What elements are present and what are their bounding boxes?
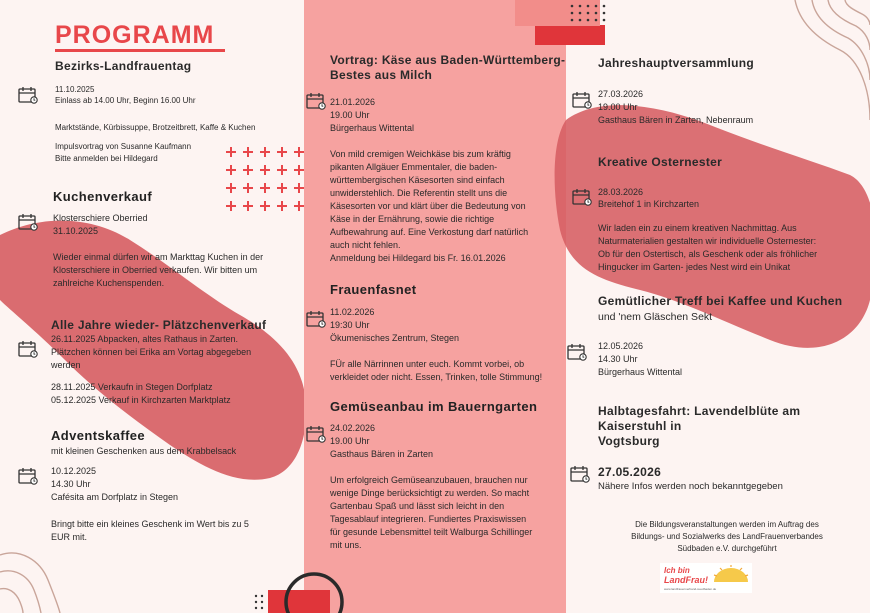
- event-place: Gasthaus Bären in Zarten: [330, 449, 434, 459]
- footer-line: Südbaden e.V. durchgeführt: [677, 544, 777, 553]
- event-place: Ökumenisches Zentrum, Stegen: [330, 333, 460, 343]
- event-heading: Gemüseanbau im Bauerngarten: [330, 399, 538, 414]
- event-desc: 26.11.2025 Abpacken, altes Rathaus in Zarten.: [51, 334, 238, 344]
- topo-lines-top: [795, 0, 870, 120]
- event-desc: württembergischen Käsesorten sind einfach: [330, 175, 505, 185]
- event-time: 19:30 Uhr: [330, 320, 370, 330]
- event-time: 14.30 Uhr: [51, 479, 91, 489]
- event-heading: Halbtagesfahrt: Lavendelblüte am: [598, 404, 801, 418]
- page-title: PROGRAMM: [55, 21, 215, 49]
- calendar-icon: [567, 343, 587, 361]
- event-date: 12.05.2026: [598, 341, 644, 351]
- event-desc: Nähere Infos werden noch bekanntgegeben: [598, 481, 783, 492]
- event-place: Klosterschiere Oberried: [53, 213, 148, 223]
- event-desc: wenige Dinge berücksichtigt zu werden. So macht: [330, 488, 530, 498]
- calendar-icon: [18, 467, 38, 485]
- calendar-icon: [570, 465, 590, 483]
- event-time: 19.00 Uhr: [330, 436, 370, 446]
- sun-logo-icon: [712, 565, 750, 583]
- event-desc: 05.12.2025 Verkauf in Kirchzarten Marktplatz: [51, 395, 231, 405]
- event-desc: Wieder einmal dürfen wir am Markttag Kuchen in der: [53, 252, 264, 262]
- event-place: Bürgerhaus Wittental: [330, 123, 415, 133]
- event-desc: Tagesablauf integrieren. Fundiertes Praxiswissen: [330, 514, 527, 524]
- event-desc: EUR mit.: [51, 532, 87, 542]
- event-desc: Gartenbau Spaß und lässt sich leicht in den: [330, 501, 505, 511]
- event-heading: Kuchenverkauf: [53, 189, 153, 204]
- event-desc: 28.11.2025 Verkaufn in Stegen Dorfplatz: [51, 382, 213, 392]
- logo-url: www.landfrauenverband-suedbaden.de: [664, 587, 717, 591]
- footer-note: [592, 519, 862, 555]
- calendar-icon: [18, 213, 38, 231]
- calendar-icon: [306, 425, 326, 443]
- event-desc: Impulsvortrag von Susanne Kaufmann: [55, 142, 192, 151]
- event-desc: Wir laden ein zu einem kreativen Nachmittag. Aus: [598, 223, 797, 233]
- event-heading: Bezirks-Landfrauentag: [55, 59, 192, 73]
- event-desc: Bitte anmelden bei Hildegard: [55, 154, 158, 163]
- event-date: 24.02.2026: [330, 423, 376, 433]
- event-time: 19.00 Uhr: [330, 110, 370, 120]
- logo-line: Ich bin: [664, 566, 690, 575]
- event-desc: FÜr alle Närrinnen unter euch. Kommt vorbei, ob: [330, 359, 525, 369]
- event-date: 27.03.2026: [598, 89, 644, 99]
- event-time: 19.00 Uhr: [598, 102, 638, 112]
- event-place: Cafésita am Dorfplatz in Stegen: [51, 492, 179, 502]
- event-desc: unwiderstehlich. Die Referentin stellt uns die: [330, 188, 508, 198]
- event-desc: Hingucker im Garten- jedes Nest wird ein Unikat: [598, 262, 791, 272]
- event-heading: Bestes aus Milch: [330, 68, 433, 82]
- event-desc: Ob für den Ostertisch, als Geschenk oder als fröhlicher: [598, 249, 818, 259]
- calendar-icon: [572, 188, 592, 206]
- event-heading: Frauenfasnet: [330, 282, 417, 297]
- calendar-icon: [306, 92, 326, 110]
- calendar-icon: [572, 91, 592, 109]
- event-desc: Plätzchen können bei Erika am Vortag abgegeben: [51, 347, 252, 357]
- event-date: 10.12.2025: [51, 466, 97, 476]
- event-heading: Kaiserstuhl in: [598, 419, 682, 433]
- event-desc: Bringt bitte ein kleines Geschenk im Wert bis zu 5: [51, 519, 249, 529]
- event-desc: verkleidet oder nicht. Essen, Trinken, tolle Stimmung!: [330, 372, 543, 382]
- landfrau-logo: [660, 563, 752, 593]
- event-desc: auch nicht fehlen.: [330, 240, 401, 250]
- event-date: 11.10.2025: [55, 85, 95, 94]
- event-desc: für gesunde Lebensmittel teilt Walburga Schillinger: [330, 527, 533, 537]
- event-subtitle: mit kleinen Geschenken aus dem Krabbelsack: [51, 446, 237, 456]
- accent-rect-bottom: [268, 590, 330, 613]
- calendar-icon: [18, 340, 38, 358]
- event-desc: Marktstände, Kürbissuppe, Brotzeitbrett, Kaffe & Kuchen: [55, 123, 256, 132]
- plus-pattern: [226, 147, 304, 211]
- calendar-icon: [18, 86, 38, 104]
- calendar-icon: [306, 310, 326, 328]
- event-date: 21.01.2026: [330, 97, 376, 107]
- accent-rect-dark: [535, 25, 605, 45]
- event-heading: Jahreshauptversammlung: [598, 56, 754, 70]
- logo-line: LandFrau!: [664, 575, 708, 585]
- event-desc: Aufbewahrung auf. Eine Verkostung darf natürlich: [330, 227, 529, 237]
- event-desc: Naturmaterialien gestalten wir individuelle Osternester:: [598, 236, 817, 246]
- event-desc: Käsesorten vor und klärt über die Bedeutung von: [330, 201, 526, 211]
- event-desc: Von mild cremigen Weichkäse bis zum kräftig: [330, 149, 511, 159]
- event-heading: Kreative Osternester: [598, 155, 723, 169]
- event-heading: Gemütlicher Treff bei Kaffee und Kuchen: [598, 294, 843, 308]
- event-date: 31.10.2025: [53, 226, 99, 236]
- event-place: Bürgerhaus Wittental: [598, 367, 683, 377]
- event-desc: Käse in der Ernährung, sowie die richtige: [330, 214, 495, 224]
- event-heading: Vortrag: Käse aus Baden-Württemberg-: [330, 53, 566, 67]
- event-time: Einlass ab 14.00 Uhr, Beginn 16.00 Uhr: [55, 96, 196, 105]
- footer-line: Die Bildungsveranstaltungen werden im Auftrag des: [635, 520, 819, 529]
- event-date: 28.03.2026: [598, 187, 644, 197]
- event-place: Breitehof 1 in Kirchzarten: [598, 199, 700, 209]
- event-place: Gasthaus Bären in Zarten, Nebenraum: [598, 115, 754, 125]
- event-date: 11.02.2026: [330, 307, 375, 317]
- dot-pattern-bottom: [255, 595, 263, 609]
- event-subtitle: und 'nem Gläschen Sekt: [598, 311, 713, 323]
- event-desc: mit uns.: [330, 540, 362, 550]
- event-desc: werden: [51, 360, 81, 370]
- event-desc: pikanten Allgäuer Emmentaler, die baden-: [330, 162, 498, 172]
- event-desc: Um erfolgreich Gemüseanzubauen, brauchen nur: [330, 475, 528, 485]
- footer-line: Bildungs- und Sozialwerks des LandFrauenverbandes: [631, 532, 823, 541]
- event-desc: Klosterschiere in Oberried verkaufen. Wir bitten um: [53, 265, 258, 275]
- event-date: 27.05.2026: [598, 465, 662, 479]
- event-time: 14.30 Uhr: [598, 354, 638, 364]
- event-desc: zahlreiche Kuchenspenden.: [53, 278, 165, 288]
- event-heading: Vogtsburg: [598, 434, 660, 448]
- event-heading: Alle Jahre wieder- Plätzchenverkauf: [51, 318, 267, 332]
- topo-lines-bottom: [0, 553, 60, 613]
- event-desc: Anmeldung bei Hildegard bis Fr. 16.01.2026: [330, 253, 506, 263]
- event-heading: Adventskaffee: [51, 428, 146, 443]
